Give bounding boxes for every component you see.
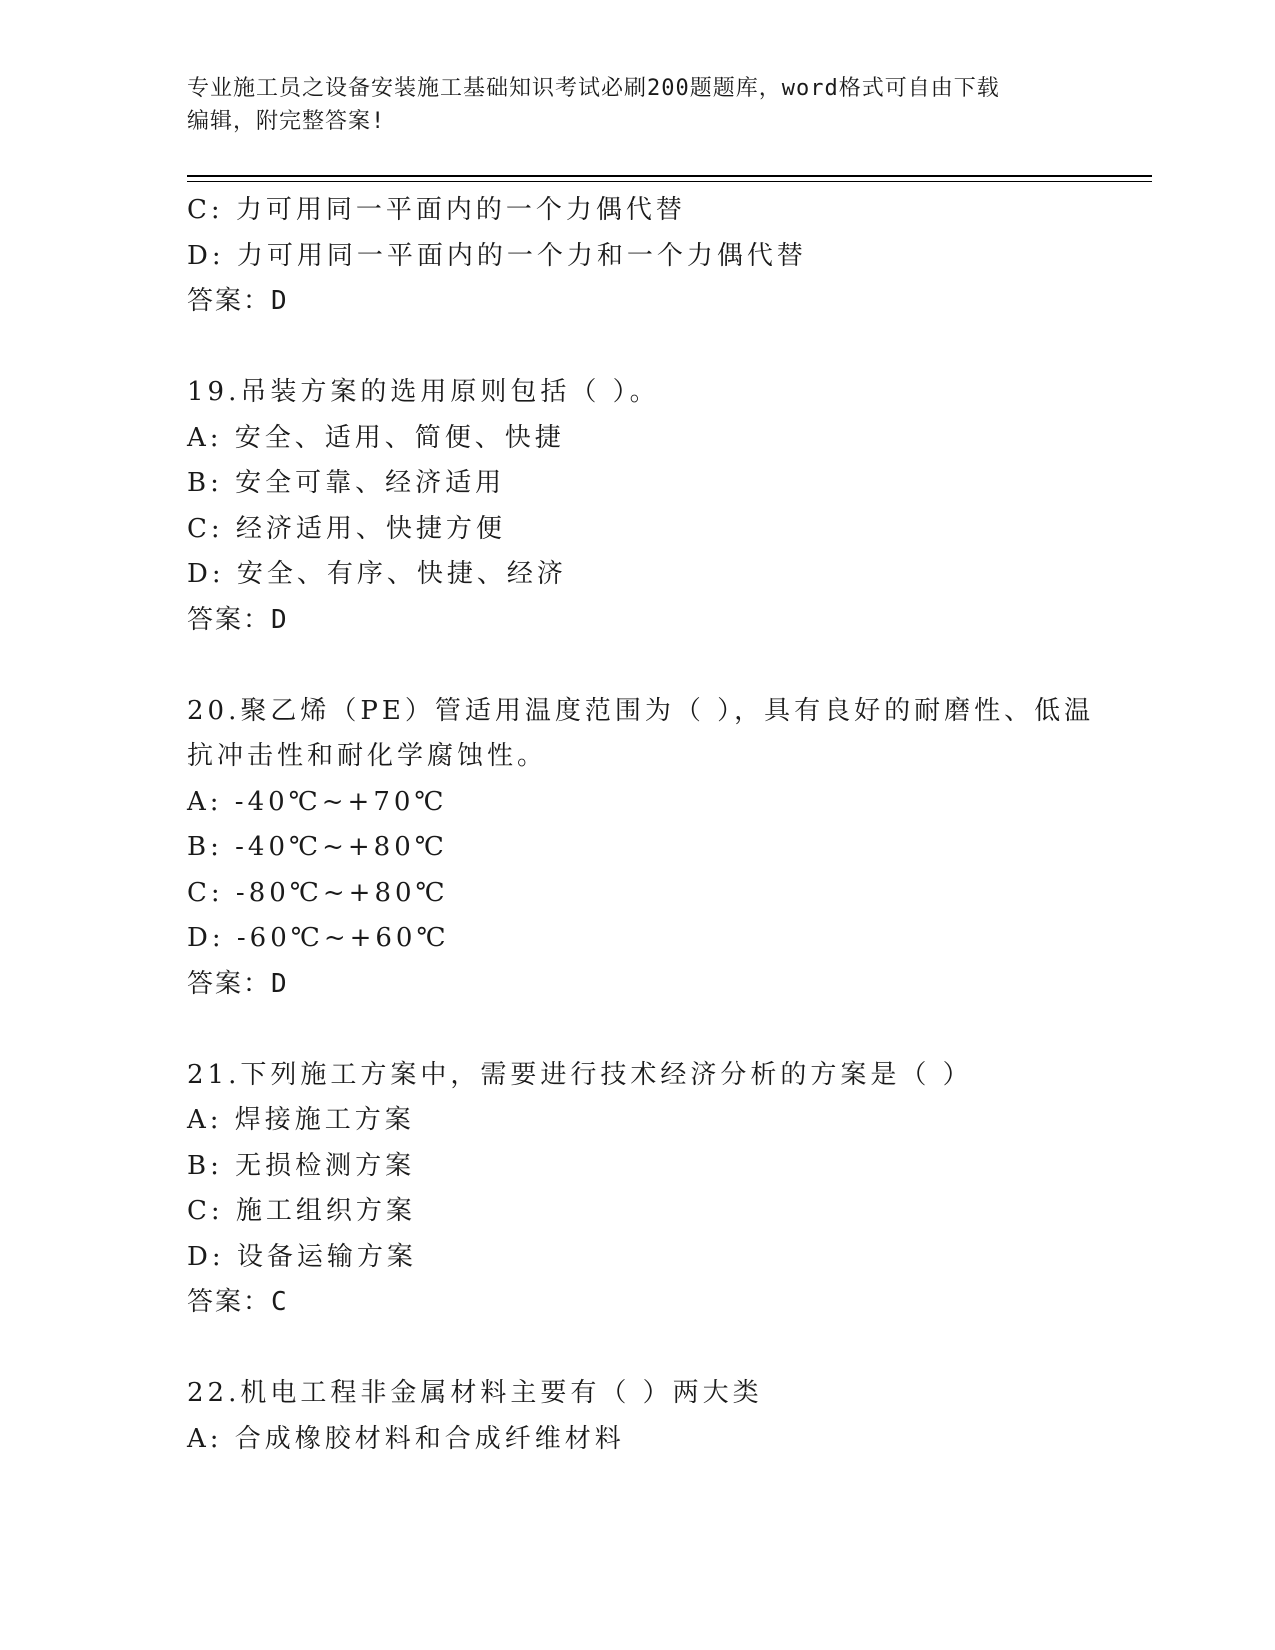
question-stem-line-1: 20.聚乙烯（PE）管适用温度范围为（ ），具有良好的耐磨性、低温 [187, 695, 1095, 726]
header-divider-thin [187, 181, 1152, 182]
question-18-tail [187, 188, 1087, 325]
option-a: A: 合成橡胶材料和合成纤维材料 [187, 1423, 625, 1454]
question-stem: 22.机电工程非金属材料主要有（ ）两大类 [187, 1378, 763, 1408]
answer-label: 答案： [187, 1287, 272, 1317]
document-header [187, 72, 1087, 138]
option-d: D: -60℃~+60℃ [187, 923, 450, 953]
option-a: A: 焊接施工方案 [187, 1105, 415, 1135]
option-d: D: 安全、有序、快捷、经济 [187, 559, 567, 589]
answer-value: C [271, 1287, 289, 1317]
option-b: B: -40℃~+80℃ [187, 832, 448, 862]
option-a: A: -40℃~+70℃ [187, 786, 448, 817]
answer-label: 答案： [187, 286, 272, 316]
answer-line [187, 962, 1087, 1008]
answer-label: 答案： [187, 604, 272, 635]
option-a: A: 安全、适用、简便、快捷 [187, 422, 565, 453]
answer-line [187, 1280, 1087, 1326]
option-b: B: 无损检测方案 [187, 1150, 416, 1181]
question-20 [187, 689, 1095, 1008]
option-c: C: 施工组织方案 [187, 1196, 416, 1226]
option-c: C: 力可用同一平面内的一个力偶代替 [187, 195, 686, 225]
spacer [187, 1007, 1087, 1053]
question-21 [187, 1053, 1087, 1326]
question-list [187, 188, 1095, 1462]
header-divider-thick [187, 175, 1152, 177]
answer-label: 答案： [187, 968, 272, 999]
option-c: C: -80℃~+80℃ [187, 877, 449, 908]
answer-value: D [271, 968, 289, 999]
answer-value: D [271, 286, 289, 316]
option-c: C: 经济适用、快捷方便 [187, 513, 506, 544]
spacer [187, 325, 1087, 371]
spacer [187, 1326, 1087, 1372]
answer-value: D [271, 604, 289, 635]
question-stem: 21.下列施工方案中，需要进行技术经济分析的方案是（ ） [187, 1059, 973, 1090]
question-stem: 19.吊装方案的选用原则包括（ ）。 [187, 377, 660, 407]
header-title-line-1: 专业施工员之设备安装施工基础知识考试必刷200题题库，word格式可自由下载 [187, 76, 1000, 101]
question-stem-line-2: 抗冲击性和耐化学腐蚀性。 [187, 741, 548, 771]
answer-line [187, 598, 1087, 644]
answer-line [187, 279, 1087, 325]
option-b: B: 安全可靠、经济适用 [187, 468, 506, 498]
question-19 [187, 370, 1087, 643]
option-d: D: 设备运输方案 [187, 1241, 417, 1272]
header-title-line-2: 编辑，附完整答案! [187, 109, 386, 134]
option-d: D: 力可用同一平面内的一个力和一个力偶代替 [187, 240, 807, 271]
spacer [187, 643, 1087, 689]
question-22 [187, 1371, 1087, 1462]
